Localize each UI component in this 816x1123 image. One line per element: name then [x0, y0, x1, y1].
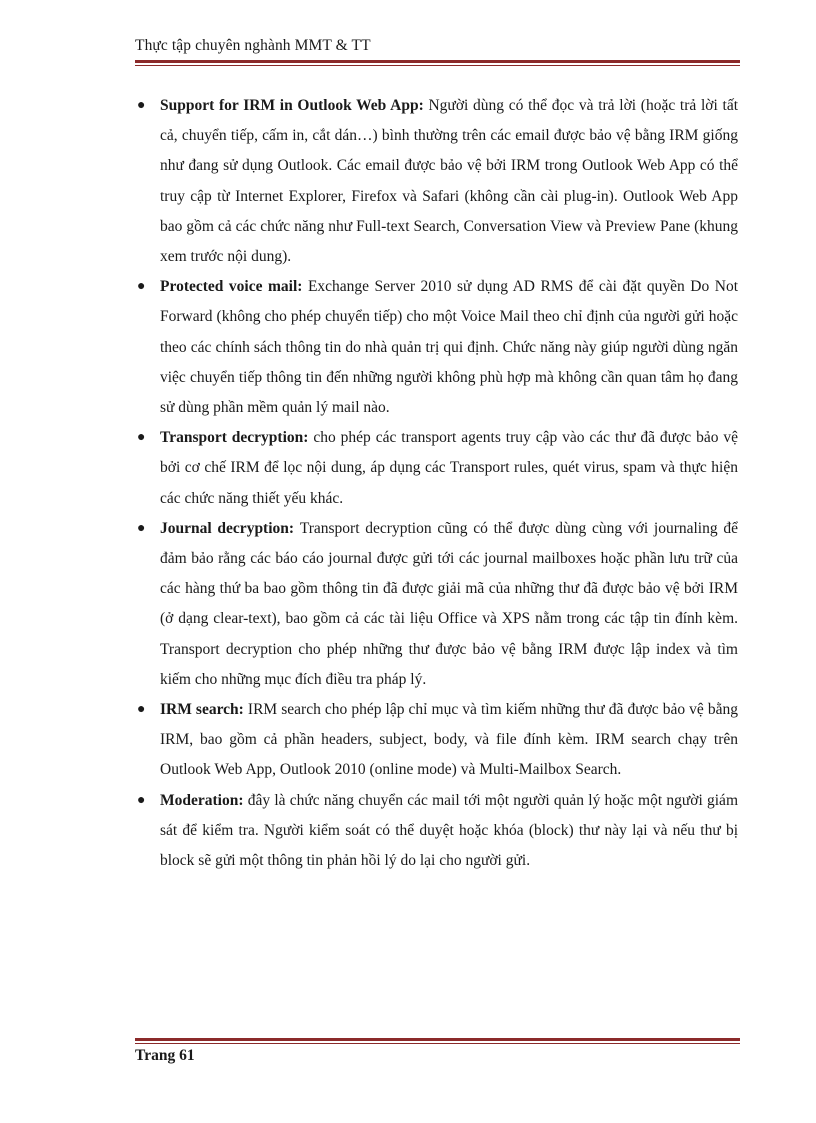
item-text: đây là chức năng chuyển các mail tới một người quản lý hoặc một người giám sát để kiểm tra. Người kiểm soát có thể duyệt hoặc khóa (block) thư này lại và nếu thư bị block sẽ gửi một thông tin phản hồi lý do lại cho người gửi.: [160, 791, 738, 870]
bullet-icon: ●: [137, 98, 146, 113]
item-text: Exchange Server 2010 sử dụng AD RMS để cài đặt quyền Do Not Forward (không cho phép chuyển tiếp) cho một Voice Mail theo chỉ định của người gửi hoặc theo các chính sách thông tin do nhà quản trị qui định. Chức năng này giúp người dùng ngăn việc chuyển tiếp thông tin đến những người không phù hợp mà không cần quan tâm họ đang sử dùng phần mềm quản lý mail nào.: [160, 278, 738, 417]
bullet-icon: ●: [137, 430, 146, 446]
page-header-title: Thực tập chuyên nghành MMT & TT: [135, 37, 371, 54]
item-term: IRM search:: [160, 701, 248, 719]
bullet-list: [135, 91, 738, 876]
header-divider: [135, 60, 740, 66]
bullet-icon: ●: [137, 702, 146, 718]
bullet-icon: ●: [137, 520, 146, 536]
item-text: cho phép các transport agents truy cập vào các thư đã được bảo vệ bởi cơ chế IRM để lọc nội dung, áp dụng các Transport rules, quét virus, spam và thực hiện các chức năng thiết yếu khác.: [160, 429, 738, 507]
list-item: [135, 786, 738, 877]
list-item: [135, 695, 738, 786]
bullet-icon: ●: [137, 279, 146, 295]
item-term: Support for IRM in Outlook Web App:: [160, 97, 429, 114]
footer-divider: [135, 1038, 740, 1044]
item-text: Người dùng có thể đọc và trả lời (hoặc trả lời tất cả, chuyển tiếp, cấm in, cắt dán…) bình thường trên các email được bảo vệ bằng IRM giống như đang sử dụng Outlook. Các email được bảo vệ bởi IRM trong Outlook Web App có thể truy cập từ Internet Explorer, Firefox và Safari (không cần cài plug-in). Outlook Web App bao gồm cả các chức năng như Full-text Search, Conversation View và Preview Pane (khung xem trước nội dung).: [160, 97, 739, 266]
item-text: IRM search cho phép lập chỉ mục và tìm kiếm những thư đã được bảo vệ bằng IRM, bao gồm cả phần headers, subject, body, và file đính kèm. IRM search chạy trên Outlook Web App, Outlook 2010 (online mode) và Multi-Mailbox Search.: [160, 701, 738, 779]
item-term: Journal decryption:: [160, 519, 300, 537]
bullet-icon: ●: [137, 792, 146, 808]
list-item: [135, 423, 738, 514]
page-number: Trang 61: [135, 1047, 195, 1064]
list-item: [135, 91, 738, 272]
item-term: Protected voice mail:: [160, 278, 308, 296]
item-text: Transport decryption cũng có thể được dùng cùng với journaling để đảm bảo rằng các báo cáo journal được gửi tới các journal mailboxes hoặc phần lưu trữ của các hàng thứ ba bao gồm thông tin đã được giải mã của những thư đã được bảo vệ bởi IRM (ở dạng clear-text), bao gồm cả các tài liệu Office và XPS nằm trong các tập tin đính kèm. Transport decryption cho phép những thư được bảo vệ bằng IRM được lập index và tìm kiếm cho những mục đích điều tra pháp lý.: [160, 519, 738, 688]
item-term: Transport decryption:: [160, 429, 314, 447]
list-item: [135, 272, 738, 423]
item-term: Moderation:: [160, 791, 248, 809]
list-item: [135, 514, 738, 695]
